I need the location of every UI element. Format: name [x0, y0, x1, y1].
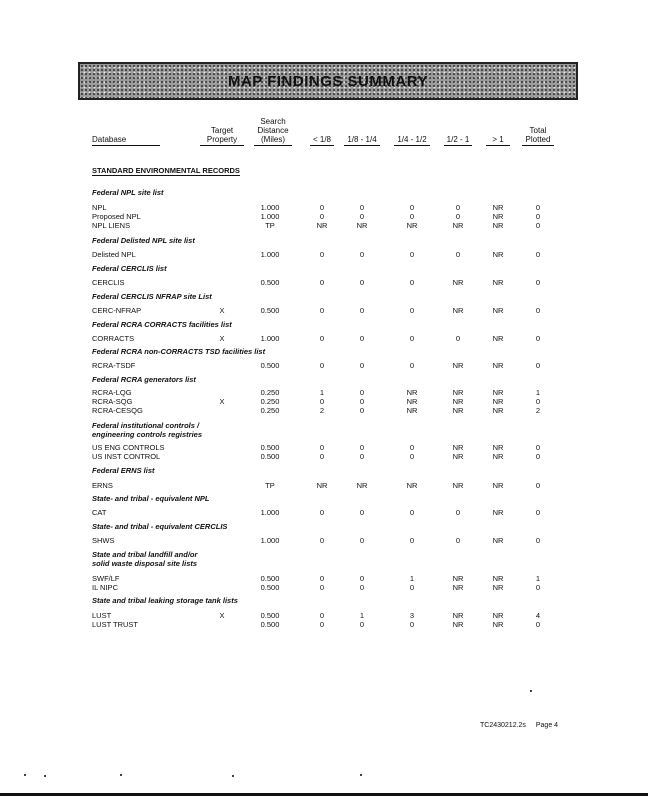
row-total: 0 — [535, 278, 541, 287]
table-row — [0, 361, 648, 370]
row-range-5: NR — [492, 278, 504, 287]
table-row — [0, 574, 648, 583]
header-target-line2: Property — [206, 135, 238, 144]
row-range-3: 0 — [409, 278, 415, 287]
row-range-4: 0 — [455, 203, 461, 212]
row-range-2: 0 — [359, 583, 365, 592]
row-range-3: 0 — [409, 443, 415, 452]
row-database: RCRA-SQG — [92, 397, 133, 406]
row-range-3: NR — [406, 388, 418, 397]
table-row — [0, 611, 648, 620]
page-number: Page 4 — [535, 722, 559, 729]
document-code: TC2430212.2s — [480, 722, 526, 729]
row-range-2: 0 — [359, 397, 365, 406]
row-total: 1 — [535, 388, 541, 397]
row-database: SWF/LF — [92, 574, 120, 583]
row-total: 0 — [535, 508, 541, 517]
section-title: STANDARD ENVIRONMENTAL RECORDS — [92, 166, 240, 175]
row-range-1: 0 — [319, 536, 325, 545]
row-range-3: 0 — [409, 452, 415, 461]
header-target-property — [200, 126, 244, 146]
row-range-1: 0 — [319, 250, 325, 259]
row-database: RCRA-CESQG — [92, 406, 143, 415]
row-range-4: NR — [452, 574, 464, 583]
row-distance: 0.500 — [260, 278, 280, 287]
row-total: 0 — [535, 250, 541, 259]
row-range-4: NR — [452, 481, 464, 490]
bottom-rule — [0, 793, 648, 796]
row-range-5: NR — [492, 536, 504, 545]
row-range-1: 0 — [319, 620, 325, 629]
category-state-lust: State and tribal leaking storage tank lists — [92, 596, 238, 605]
row-database: US INST CONTROL — [92, 452, 161, 461]
category-state-landfill-line2: solid waste disposal site lists — [92, 559, 198, 568]
row-range-3: 0 — [409, 361, 415, 370]
row-distance: 0.500 — [260, 306, 280, 315]
row-database: CAT — [92, 508, 107, 517]
row-total: 0 — [535, 620, 541, 629]
header-range-2: 1/8 - 1/4 — [344, 135, 380, 146]
row-range-5: NR — [492, 306, 504, 315]
row-total: 0 — [535, 583, 541, 592]
row-range-4: NR — [452, 361, 464, 370]
map-findings-summary-banner — [78, 62, 578, 100]
header-database: Database — [92, 135, 160, 146]
scan-speck — [530, 690, 532, 692]
scan-speck — [360, 774, 362, 776]
row-range-3: 0 — [409, 620, 415, 629]
table-row — [0, 583, 648, 592]
row-distance: 1.000 — [260, 536, 280, 545]
row-range-1: 2 — [319, 406, 325, 415]
row-total: 0 — [535, 361, 541, 370]
row-range-2: 0 — [359, 620, 365, 629]
row-range-5: NR — [492, 508, 504, 517]
row-range-2: 0 — [359, 203, 365, 212]
row-range-5: NR — [492, 443, 504, 452]
row-target: X — [219, 306, 225, 315]
row-range-1: 0 — [319, 334, 325, 343]
header-target-line1: Target — [210, 126, 234, 135]
row-range-4: NR — [452, 452, 464, 461]
row-range-5: NR — [492, 620, 504, 629]
row-range-2: NR — [356, 481, 368, 490]
row-database: RCRA-LQG — [92, 388, 132, 397]
row-distance: 1.000 — [260, 212, 280, 221]
row-range-2: 0 — [359, 406, 365, 415]
row-total: 0 — [535, 334, 541, 343]
row-range-2: 0 — [359, 443, 365, 452]
row-distance: 0.250 — [260, 397, 280, 406]
table-row — [0, 397, 648, 406]
header-range-4: 1/2 - 1 — [444, 135, 472, 146]
row-total: 0 — [535, 221, 541, 230]
row-range-2: 0 — [359, 334, 365, 343]
row-total: 0 — [535, 443, 541, 452]
row-database: NPL LIENS — [92, 221, 131, 230]
row-range-4: 0 — [455, 508, 461, 517]
row-range-3: 0 — [409, 536, 415, 545]
row-range-4: NR — [452, 221, 464, 230]
row-database: RCRA-TSDF — [92, 361, 136, 370]
row-target: X — [219, 397, 225, 406]
row-range-1: 0 — [319, 611, 325, 620]
row-range-4: 0 — [455, 334, 461, 343]
row-range-5: NR — [492, 361, 504, 370]
row-distance: 1.000 — [260, 250, 280, 259]
row-range-1: 0 — [319, 508, 325, 517]
row-distance: TP — [265, 221, 275, 230]
row-range-2: 0 — [359, 212, 365, 221]
row-range-4: 0 — [455, 212, 461, 221]
row-distance: 0.500 — [260, 611, 280, 620]
header-range-1: < 1/8 — [310, 135, 334, 146]
row-range-3: 0 — [409, 203, 415, 212]
table-row — [0, 443, 648, 452]
row-total: 0 — [535, 397, 541, 406]
row-range-4: NR — [452, 406, 464, 415]
row-range-4: NR — [452, 443, 464, 452]
row-range-5: NR — [492, 397, 504, 406]
category-federal-cerclis-nfrap: Federal CERCLIS NFRAP site List — [92, 292, 212, 301]
row-total: 0 — [535, 212, 541, 221]
row-range-3: 0 — [409, 334, 415, 343]
scan-speck — [232, 775, 234, 777]
row-range-1: 0 — [319, 583, 325, 592]
category-federal-cerclis: Federal CERCLIS list — [92, 264, 167, 273]
row-range-4: NR — [452, 620, 464, 629]
row-range-4: NR — [452, 306, 464, 315]
table-row — [0, 334, 648, 343]
table-row — [0, 536, 648, 545]
row-range-4: NR — [452, 278, 464, 287]
row-range-2: 0 — [359, 508, 365, 517]
row-database: LUST — [92, 611, 112, 620]
category-federal-delisted-npl: Federal Delisted NPL site list — [92, 236, 195, 245]
row-range-2: 0 — [359, 536, 365, 545]
row-range-4: NR — [452, 611, 464, 620]
row-database: CERCLIS — [92, 278, 125, 287]
category-federal-institutional-line1: Federal institutional controls / — [92, 421, 200, 430]
row-distance: TP — [265, 481, 275, 490]
row-distance: 0.500 — [260, 620, 280, 629]
table-row — [0, 278, 648, 287]
table-row — [0, 406, 648, 415]
row-range-5: NR — [492, 212, 504, 221]
row-database: NPL — [92, 203, 107, 212]
row-range-2: 1 — [359, 611, 365, 620]
row-range-1: 1 — [319, 388, 325, 397]
row-range-1: NR — [316, 481, 328, 490]
banner-title: MAP FINDINGS SUMMARY — [227, 72, 428, 90]
row-range-3: NR — [406, 397, 418, 406]
row-total: 4 — [535, 611, 541, 620]
row-range-1: 0 — [319, 452, 325, 461]
row-database: IL NIPC — [92, 583, 118, 592]
row-range-3: NR — [406, 481, 418, 490]
table-row — [0, 388, 648, 397]
header-search-line3: (Miles) — [261, 135, 285, 144]
row-range-5: NR — [492, 221, 504, 230]
category-state-landfill-line1: State and tribal landfill and/or — [92, 550, 198, 559]
row-range-4: 0 — [455, 536, 461, 545]
row-distance: 0.500 — [260, 452, 280, 461]
row-range-1: 0 — [319, 361, 325, 370]
row-database: LUST TRUST — [92, 620, 138, 629]
header-total-line2: Plotted — [525, 135, 551, 144]
row-range-5: NR — [492, 611, 504, 620]
header-range-3: 1/4 - 1/2 — [394, 135, 430, 146]
scan-speck — [44, 775, 46, 777]
row-distance: 0.500 — [260, 583, 280, 592]
category-federal-rcra-generators: Federal RCRA generators list — [92, 375, 196, 384]
table-row — [0, 508, 648, 517]
row-range-2: 0 — [359, 306, 365, 315]
row-range-3: NR — [406, 221, 418, 230]
row-range-1: 0 — [319, 443, 325, 452]
row-database: CORRACTS — [92, 334, 135, 343]
row-distance: 1.000 — [260, 508, 280, 517]
row-distance: 0.500 — [260, 361, 280, 370]
row-range-3: 0 — [409, 250, 415, 259]
row-range-5: NR — [492, 574, 504, 583]
row-total: 0 — [535, 481, 541, 490]
header-search-line1: Search — [260, 117, 286, 126]
header-range-5: > 1 — [486, 135, 510, 146]
row-database: SHWS — [92, 536, 115, 545]
row-range-3: 3 — [409, 611, 415, 620]
row-range-4: NR — [452, 583, 464, 592]
header-total-line1: Total — [529, 126, 547, 135]
row-range-5: NR — [492, 583, 504, 592]
row-range-1: 0 — [319, 278, 325, 287]
row-database: ERNS — [92, 481, 113, 490]
row-range-2: 0 — [359, 388, 365, 397]
row-database: CERC-NFRAP — [92, 306, 142, 315]
row-range-2: 0 — [359, 452, 365, 461]
row-distance: 1.000 — [260, 334, 280, 343]
row-total: 0 — [535, 306, 541, 315]
row-range-1: 0 — [319, 212, 325, 221]
table-row — [0, 250, 648, 259]
table-row — [0, 620, 648, 629]
category-state-npl: State- and tribal - equivalent NPL — [92, 494, 210, 503]
category-federal-institutional-line2: engineering controls registries — [92, 430, 203, 439]
row-total: 0 — [535, 536, 541, 545]
row-range-5: NR — [492, 203, 504, 212]
header-search-line2: Distance — [257, 126, 289, 135]
table-row — [0, 203, 648, 212]
category-federal-npl: Federal NPL site list — [92, 188, 164, 197]
row-range-1: 0 — [319, 397, 325, 406]
table-row — [0, 452, 648, 461]
row-range-1: 0 — [319, 574, 325, 583]
row-range-2: 0 — [359, 361, 365, 370]
category-federal-rcra-non-corracts: Federal RCRA non-CORRACTS TSD facilities list — [92, 347, 266, 356]
row-range-2: NR — [356, 221, 368, 230]
row-target: X — [219, 611, 225, 620]
row-target: X — [219, 334, 225, 343]
row-database: Proposed NPL — [92, 212, 141, 221]
row-range-3: 1 — [409, 574, 415, 583]
row-range-2: 0 — [359, 574, 365, 583]
row-range-1: NR — [316, 221, 328, 230]
row-database: Delisted NPL — [92, 250, 136, 259]
row-range-4: NR — [452, 388, 464, 397]
row-range-5: NR — [492, 452, 504, 461]
row-distance: 0.250 — [260, 388, 280, 397]
row-range-3: NR — [406, 406, 418, 415]
row-database: US ENG CONTROLS — [92, 443, 165, 452]
row-distance: 0.250 — [260, 406, 280, 415]
table-row — [0, 212, 648, 221]
row-range-2: 0 — [359, 250, 365, 259]
header-total-plotted — [522, 126, 554, 146]
row-total: 1 — [535, 574, 541, 583]
row-total: 0 — [535, 452, 541, 461]
scan-speck — [120, 774, 122, 776]
row-distance: 1.000 — [260, 203, 280, 212]
category-federal-rcra-corracts: Federal RCRA CORRACTS facilities list — [92, 320, 232, 329]
row-range-1: 0 — [319, 306, 325, 315]
header-search-distance — [254, 117, 292, 146]
table-row — [0, 221, 648, 230]
row-range-5: NR — [492, 334, 504, 343]
page-footer — [480, 722, 566, 729]
row-range-2: 0 — [359, 278, 365, 287]
row-range-5: NR — [492, 388, 504, 397]
row-range-5: NR — [492, 406, 504, 415]
row-range-3: 0 — [409, 212, 415, 221]
row-range-3: 0 — [409, 508, 415, 517]
row-range-3: 0 — [409, 583, 415, 592]
row-range-1: 0 — [319, 203, 325, 212]
scan-speck — [24, 774, 26, 776]
category-federal-erns: Federal ERNS list — [92, 466, 155, 475]
row-range-4: NR — [452, 397, 464, 406]
row-range-3: 0 — [409, 306, 415, 315]
row-range-5: NR — [492, 481, 504, 490]
row-range-5: NR — [492, 250, 504, 259]
row-distance: 0.500 — [260, 443, 280, 452]
table-row — [0, 481, 648, 490]
row-total: 2 — [535, 406, 541, 415]
category-state-cerclis: State- and tribal - equivalent CERCLIS — [92, 522, 228, 531]
row-total: 0 — [535, 203, 541, 212]
row-range-4: 0 — [455, 250, 461, 259]
row-distance: 0.500 — [260, 574, 280, 583]
table-row — [0, 306, 648, 315]
